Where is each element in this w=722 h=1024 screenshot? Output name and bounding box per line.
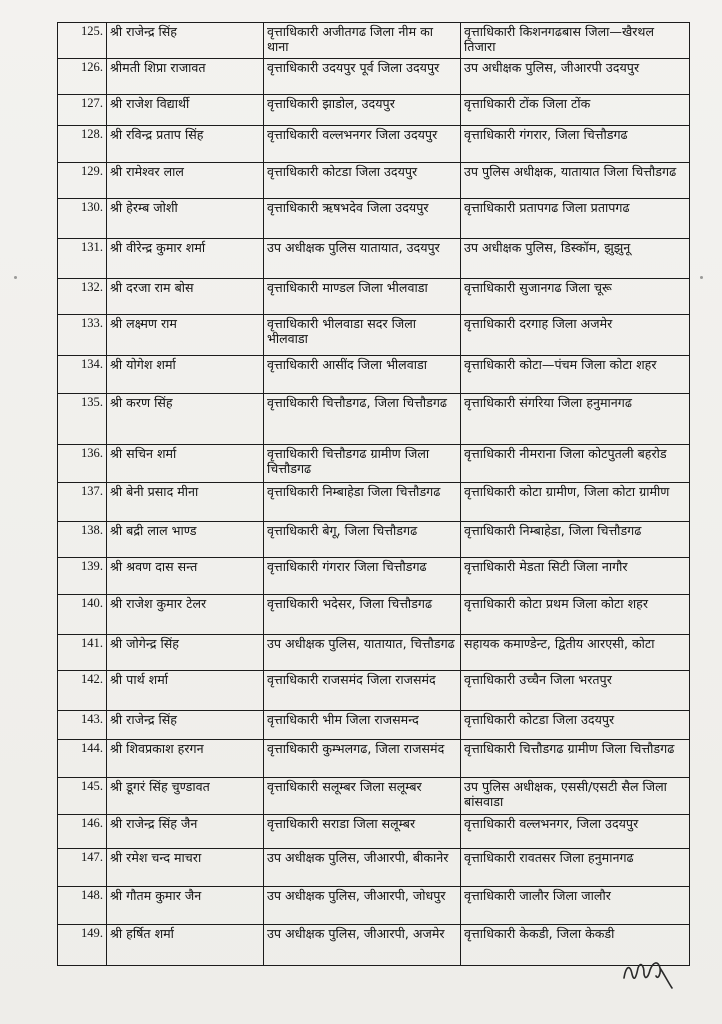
serial-number-cell: 138. <box>58 522 107 558</box>
table-row <box>58 59 690 95</box>
new-posting-cell: उप पुलिस अधीक्षक, यातायात जिला चित्तौडगढ <box>461 163 690 199</box>
officer-name-cell: श्री गौतम कुमार जैन <box>107 887 264 925</box>
current-posting-cell: वृत्ताधिकारी चित्तौडगढ, जिला चित्तौडगढ <box>264 394 461 445</box>
current-posting-cell: वृत्ताधिकारी कोटडा जिला उदयपुर <box>264 163 461 199</box>
officer-name-cell: श्री रमेश चन्द माचरा <box>107 849 264 887</box>
serial-number-cell: 145. <box>58 778 107 815</box>
signature-mark <box>620 948 680 994</box>
table-row <box>58 95 690 126</box>
serial-number-cell: 147. <box>58 849 107 887</box>
new-posting-cell: वृत्ताधिकारी सुजानगढ जिला चूरू <box>461 279 690 315</box>
new-posting-cell: वृत्ताधिकारी प्रतापगढ जिला प्रतापगढ <box>461 199 690 239</box>
table-row <box>58 558 690 595</box>
new-posting-cell: वृत्ताधिकारी उच्चैन जिला भरतपुर <box>461 671 690 711</box>
current-posting-cell: वृत्ताधिकारी ऋषभदेव जिला उदयपुर <box>264 199 461 239</box>
new-posting-cell: वृत्ताधिकारी टोंक जिला टोंक <box>461 95 690 126</box>
current-posting-cell: वृत्ताधिकारी चित्तौडगढ ग्रामीण जिला चित्तौडगढ <box>264 445 461 483</box>
new-posting-cell: वृत्ताधिकारी संगरिया जिला हनुमानगढ <box>461 394 690 445</box>
table-row <box>58 887 690 925</box>
serial-number-cell: 146. <box>58 815 107 849</box>
serial-number-cell: 127. <box>58 95 107 126</box>
officer-name-cell: श्री रविन्द्र प्रताप सिंह <box>107 126 264 163</box>
officer-name-cell: श्री करण सिंह <box>107 394 264 445</box>
serial-number-cell: 143. <box>58 711 107 740</box>
current-posting-cell: वृत्ताधिकारी झाडोल, उदयपुर <box>264 95 461 126</box>
new-posting-cell: वृत्ताधिकारी जालौर जिला जालौर <box>461 887 690 925</box>
current-posting-cell: उप अधीक्षक पुलिस, जीआरपी, अजमेर <box>264 925 461 966</box>
officer-name-cell: श्रीमती शिप्रा राजावत <box>107 59 264 95</box>
officer-name-cell: श्री योगेश शर्मा <box>107 356 264 394</box>
serial-number-cell: 134. <box>58 356 107 394</box>
officer-name-cell: श्री हेरम्ब जोशी <box>107 199 264 239</box>
new-posting-cell: वृत्ताधिकारी कोटडा जिला उदयपुर <box>461 711 690 740</box>
new-posting-cell: सहायक कमाण्डेन्ट, द्वितीय आरएसी, कोटा <box>461 635 690 671</box>
officer-name-cell: श्री सचिन शर्मा <box>107 445 264 483</box>
officer-name-cell: श्री राजेश विद्यार्थी <box>107 95 264 126</box>
serial-number-cell: 131. <box>58 239 107 279</box>
table-row <box>58 315 690 356</box>
table-row <box>58 239 690 279</box>
new-posting-cell: वृत्ताधिकारी निम्बाहेडा, जिला चित्तौडगढ <box>461 522 690 558</box>
new-posting-cell: वृत्ताधिकारी कोटा—पंचम जिला कोटा शहर <box>461 356 690 394</box>
current-posting-cell: उप अधीक्षक पुलिस, जीआरपी, जोधपुर <box>264 887 461 925</box>
new-posting-cell: वृत्ताधिकारी गंगरार, जिला चित्तौडगढ <box>461 126 690 163</box>
new-posting-cell: वृत्ताधिकारी किशनगढबास जिला—खैरथल तिजारा <box>461 23 690 59</box>
officer-name-cell: श्री दरजा राम बोस <box>107 279 264 315</box>
current-posting-cell: वृत्ताधिकारी माण्डल जिला भीलवाडा <box>264 279 461 315</box>
current-posting-cell: वृत्ताधिकारी उदयपुर पूर्व जिला उदयपुर <box>264 59 461 95</box>
table-row <box>58 671 690 711</box>
officer-name-cell: श्री रामेश्वर लाल <box>107 163 264 199</box>
serial-number-cell: 139. <box>58 558 107 595</box>
officer-name-cell: श्री राजेन्द्र सिंह <box>107 23 264 59</box>
officer-name-cell: श्री डूगरं सिंह चुण्डावत <box>107 778 264 815</box>
new-posting-cell: वृत्ताधिकारी मेडता सिटी जिला नागौर <box>461 558 690 595</box>
current-posting-cell: उप अधीक्षक पुलिस, जीआरपी, बीकानेर <box>264 849 461 887</box>
officer-name-cell: श्री लक्ष्मण राम <box>107 315 264 356</box>
serial-number-cell: 148. <box>58 887 107 925</box>
officer-name-cell: श्री राजेन्द्र सिंह जैन <box>107 815 264 849</box>
officer-name-cell: श्री बद्री लाल भाण्ड <box>107 522 264 558</box>
table-row <box>58 925 690 966</box>
table-body <box>58 23 690 966</box>
table-row <box>58 163 690 199</box>
officer-name-cell: श्री राजेन्द्र सिंह <box>107 711 264 740</box>
serial-number-cell: 128. <box>58 126 107 163</box>
current-posting-cell: वृत्ताधिकारी बेगू, जिला चित्तौडगढ <box>264 522 461 558</box>
new-posting-cell: वृत्ताधिकारी नीमराना जिला कोटपुतली बहरोड <box>461 445 690 483</box>
current-posting-cell: वृत्ताधिकारी सराडा जिला सलूम्बर <box>264 815 461 849</box>
new-posting-cell: उप पुलिस अधीक्षक, एससी/एसटी सैल जिला बांसवाडा <box>461 778 690 815</box>
current-posting-cell: वृत्ताधिकारी सलूम्बर जिला सलूम्बर <box>264 778 461 815</box>
table-row <box>58 445 690 483</box>
current-posting-cell: वृत्ताधिकारी राजसमंद जिला राजसमंद <box>264 671 461 711</box>
serial-number-cell: 136. <box>58 445 107 483</box>
serial-number-cell: 140. <box>58 595 107 635</box>
table-row <box>58 522 690 558</box>
table-row <box>58 23 690 59</box>
table-row <box>58 199 690 239</box>
new-posting-cell: वृत्ताधिकारी दरगाह जिला अजमेर <box>461 315 690 356</box>
table-row <box>58 483 690 522</box>
table-row <box>58 394 690 445</box>
transfer-list-table <box>57 22 690 966</box>
serial-number-cell: 142. <box>58 671 107 711</box>
table-row <box>58 595 690 635</box>
current-posting-cell: उप अधीक्षक पुलिस यातायात, उदयपुर <box>264 239 461 279</box>
table-row <box>58 279 690 315</box>
serial-number-cell: 141. <box>58 635 107 671</box>
current-posting-cell: वृत्ताधिकारी कुम्भलगढ, जिला राजसमंद <box>264 740 461 778</box>
current-posting-cell: वृत्ताधिकारी भीलवाडा सदर जिला भीलवाडा <box>264 315 461 356</box>
scan-speck <box>700 276 703 279</box>
serial-number-cell: 129. <box>58 163 107 199</box>
current-posting-cell: उप अधीक्षक पुलिस, यातायात, चित्तौडगढ <box>264 635 461 671</box>
officer-name-cell: श्री पार्थ शर्मा <box>107 671 264 711</box>
officer-name-cell: श्री वीरेन्द्र कुमार शर्मा <box>107 239 264 279</box>
serial-number-cell: 125. <box>58 23 107 59</box>
serial-number-cell: 137. <box>58 483 107 522</box>
current-posting-cell: वृत्ताधिकारी वल्लभनगर जिला उदयपुर <box>264 126 461 163</box>
officer-name-cell: श्री हर्षित शर्मा <box>107 925 264 966</box>
officer-name-cell: श्री शिवप्रकाश हरगन <box>107 740 264 778</box>
officer-name-cell: श्री राजेश कुमार टेलर <box>107 595 264 635</box>
table-row <box>58 778 690 815</box>
current-posting-cell: वृत्ताधिकारी गंगरार जिला चित्तौडगढ <box>264 558 461 595</box>
new-posting-cell: उप अधीक्षक पुलिस, डिस्कॉम, झुझुनू <box>461 239 690 279</box>
serial-number-cell: 126. <box>58 59 107 95</box>
current-posting-cell: वृत्ताधिकारी निम्बाहेडा जिला चित्तौडगढ <box>264 483 461 522</box>
table-row <box>58 711 690 740</box>
current-posting-cell: वृत्ताधिकारी अजीतगढ जिला नीम का थाना <box>264 23 461 59</box>
new-posting-cell: वृत्ताधिकारी कोटा प्रथम जिला कोटा शहर <box>461 595 690 635</box>
officer-name-cell: श्री श्रवण दास सन्त <box>107 558 264 595</box>
serial-number-cell: 133. <box>58 315 107 356</box>
table-row <box>58 635 690 671</box>
officer-name-cell: श्री जोगेन्द्र सिंह <box>107 635 264 671</box>
serial-number-cell: 135. <box>58 394 107 445</box>
new-posting-cell: वृत्ताधिकारी रावतसर जिला हनुमानगढ <box>461 849 690 887</box>
new-posting-cell: वृत्ताधिकारी चित्तौडगढ ग्रामीण जिला चित्तौडगढ <box>461 740 690 778</box>
table-row <box>58 849 690 887</box>
table-row <box>58 356 690 394</box>
current-posting-cell: वृत्ताधिकारी भीम जिला राजसमन्द <box>264 711 461 740</box>
new-posting-cell: उप अधीक्षक पुलिस, जीआरपी उदयपुर <box>461 59 690 95</box>
new-posting-cell: वृत्ताधिकारी वल्लभनगर, जिला उदयपुर <box>461 815 690 849</box>
serial-number-cell: 149. <box>58 925 107 966</box>
table-row <box>58 815 690 849</box>
scan-speck <box>14 276 17 279</box>
table-row <box>58 126 690 163</box>
new-posting-cell: वृत्ताधिकारी केकडी, जिला केकडी <box>461 925 690 966</box>
table-row <box>58 740 690 778</box>
current-posting-cell: वृत्ताधिकारी भदेसर, जिला चित्तौडगढ <box>264 595 461 635</box>
serial-number-cell: 130. <box>58 199 107 239</box>
serial-number-cell: 132. <box>58 279 107 315</box>
serial-number-cell: 144. <box>58 740 107 778</box>
new-posting-cell: वृत्ताधिकारी कोटा ग्रामीण, जिला कोटा ग्रामीण <box>461 483 690 522</box>
current-posting-cell: वृत्ताधिकारी आसींद जिला भीलवाडा <box>264 356 461 394</box>
officer-name-cell: श्री बेनी प्रसाद मीना <box>107 483 264 522</box>
